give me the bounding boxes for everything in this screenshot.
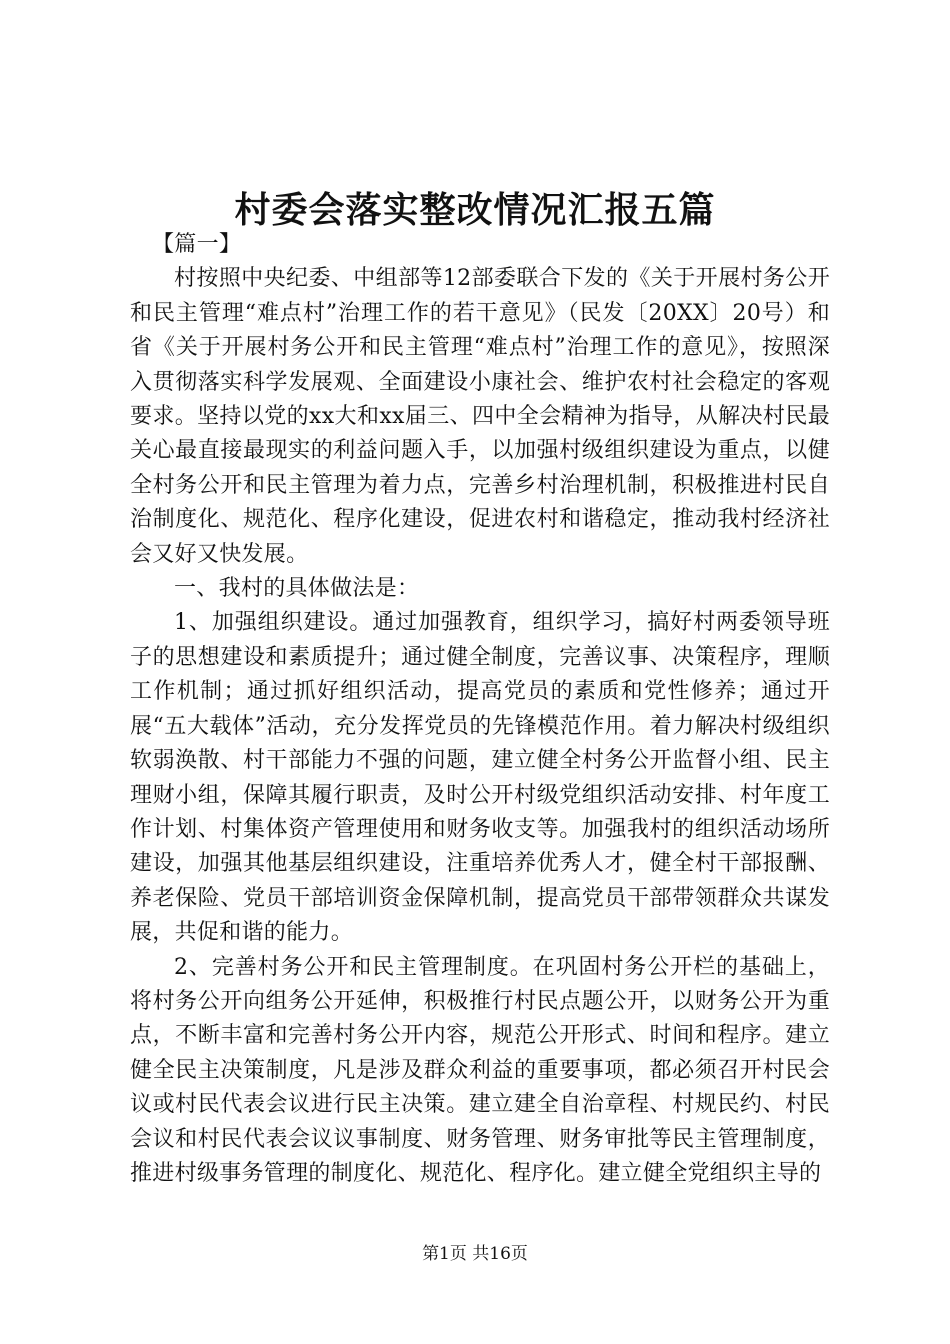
paragraph-heading: 一、我村的具体做法是：: [174, 576, 420, 602]
page-footer: 第1页 共16页: [422, 1244, 528, 1264]
paragraph-item-2: 2、完善村务公开和民主管理制度。在巩固村务公开栏的基础上，将村务公开向组务公开延伸，积极推行村民点题公开，以财务公开为重点，不断丰富和完善村务公开内容，规范公开形式、时间和程序。建立健全民主决策制度，凡是涉及群众利益的重要事项，都必须召开村民会议或村民代表会议进行民主决策。建立建全自治章程、村规民约、村民会议和村民代表会议议事制度、财务管理、财务审批等民主管理制度，推进村级事务管理的制度化、规范化、程序化。建立健全党组织主导的: [130, 954, 830, 1186]
document-title: 村委会落实整改情况汇报五篇: [234, 189, 716, 231]
document-body: [130, 228, 830, 1191]
paragraph-intro: 村按照中央纪委、中组部等12部委联合下发的《关于开展村务公开和民主管理“难点村”治理工作的若干意见》（民发〔20XX〕20号）和省《关于开展村务公开和民主管理“难点村”治理工作的意见》，按照深入贯彻落实科学发展观、全面建设小康社会、维护农村社会稳定的客观要求。坚持以党的xx大和xx届三、四中全会精神为指导，从解决村民最关心最直接最现实的利益问题入手，以加强村级组织建设为重点，以健全村务公开和民主管理为着力点，完善乡村治理机制，积极推进村民自治制度化、规范化、程序化建设，促进农村和谐稳定，推动我村经济社会又好又快发展。: [130, 266, 830, 567]
paragraph-item-1: 1、加强组织建设。通过加强教育，组织学习，搞好村两委领导班子的思想建设和素质提升；通过健全制度，完善议事、决策程序，理顺工作机制；通过抓好组织活动，提高党员的素质和党性修养；通过开展“五大载体”活动，充分发挥党员的先锋模范作用。着力解决村级组织软弱涣散、村干部能力不强的问题，建立健全村务公开监督小组、民主理财小组，保障其履行职责，及时公开村级党组织活动安排、村年度工作计划、村集体资产管理使用和财务收支等。加强我村的组织活动场所建设，加强其他基层组织建设，注重培养优秀人才，健全村干部报酬、养老保险、党员干部培训资金保障机制，提高党员干部带领群众共谋发展，共促和谐的能力。: [130, 610, 830, 946]
section-label: 【篇一】: [152, 232, 242, 257]
